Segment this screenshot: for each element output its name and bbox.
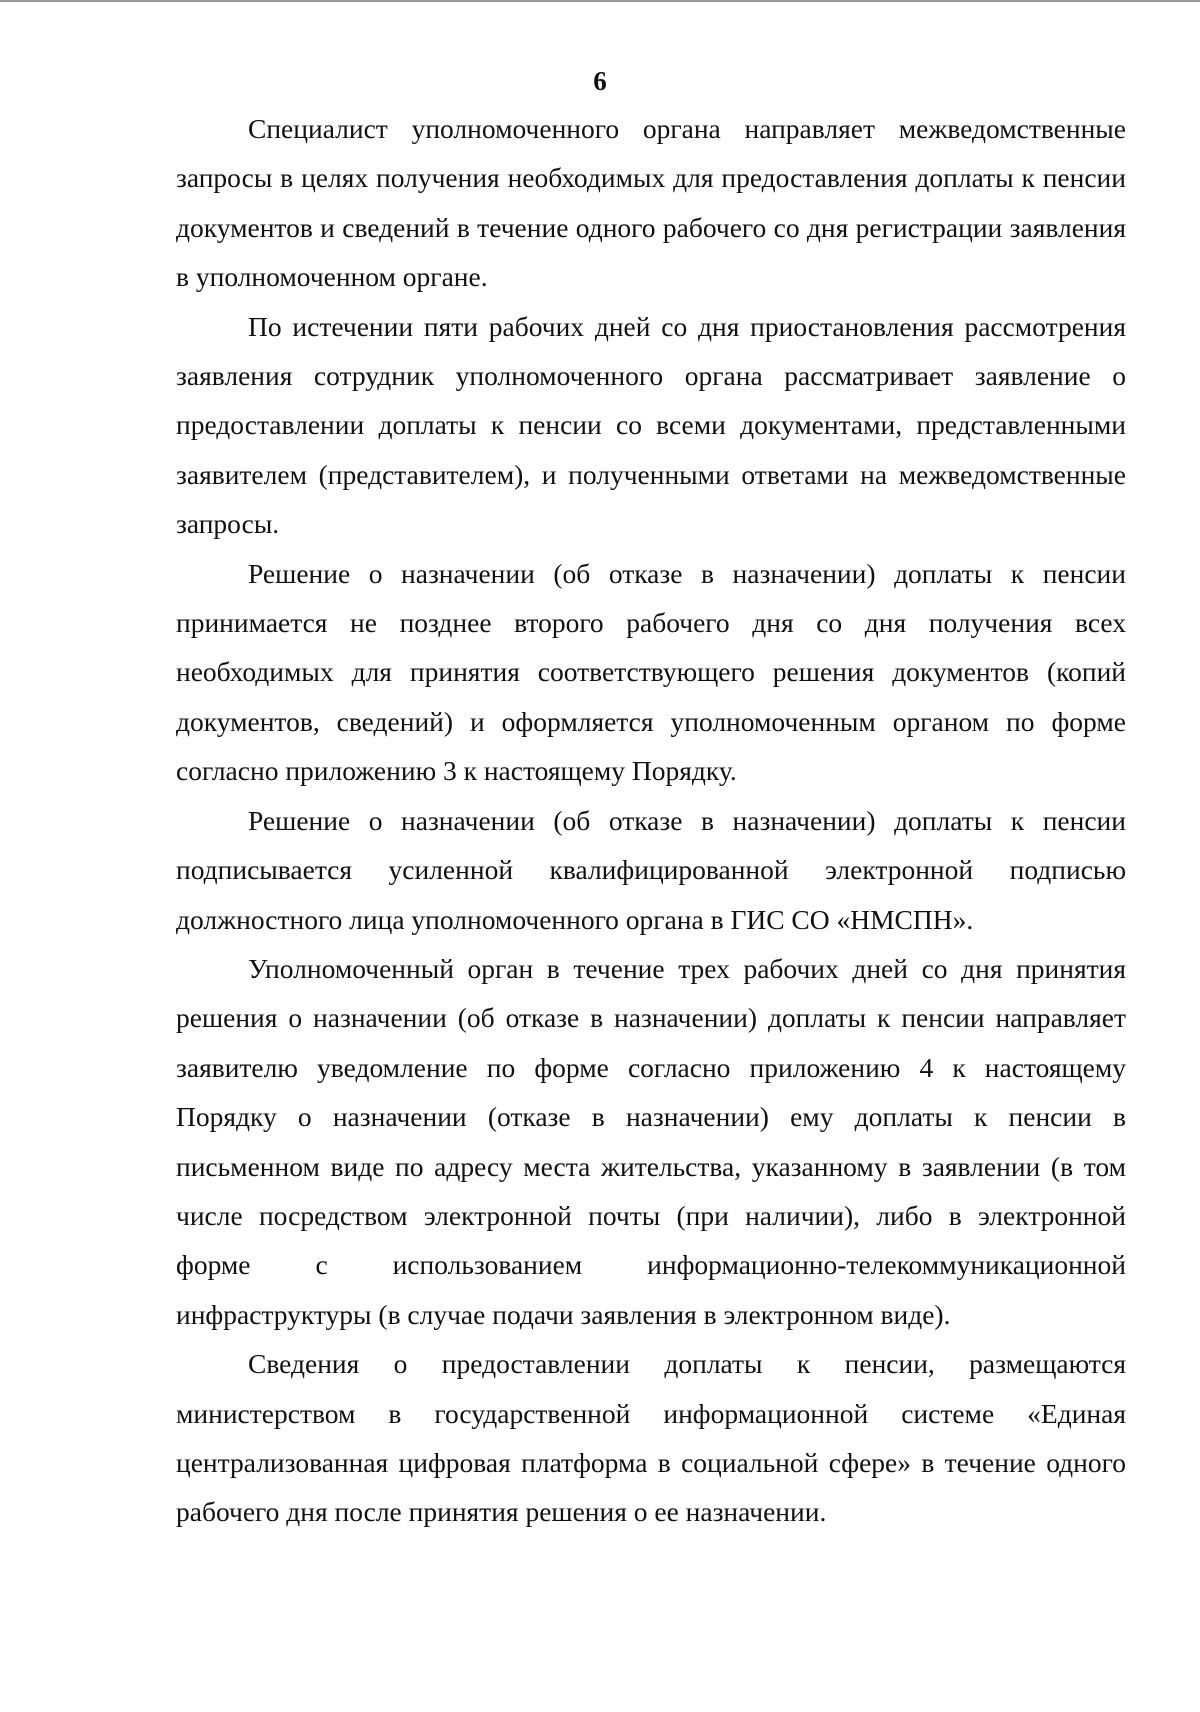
paragraph-applicant-notification: Уполномоченный орган в течение трех рабочих дней со дня принятия решения о назначении (об отказе в назначении) доплаты к пенсии направляет заявителю уведомление по форме согласно приложению 4 к настоящему Порядку о назначении (отказе в назначении) ему доплаты к пенсии в письменном виде по адресу места жительства, указанному в заявлении (в том числе посредством электронной почты (при наличии), либо в электронной форме с использованием информационно-телекоммуникационной инфраструктуры (в случае подачи заявления в электронном виде). bbox=[176, 952, 1126, 1330]
paragraph-interagency-requests: Специалист уполномоченного органа направляет межведомственные запросы в целях получения необходимых для предоставления доплаты к пенсии документов и сведений в течение одного рабочего со дня регистрации заявления в уполномоченном органе. bbox=[176, 113, 1126, 293]
paragraph-information-publication: Сведения о предоставлении доплаты к пенсии, размещаются министерством в государственной информационной системе «Единая централизованная цифровая платформа в социальной сфере» в течение одного рабочего дня после принятия решения о ее назначении. bbox=[176, 1348, 1126, 1528]
paragraph-decision-signature: Решение о назначении (об отказе в назначении) доплаты к пенсии подписывается усиленной квалифицированной электронной подписью должностного лица уполномоченного органа в ГИС СО «НМСПН». bbox=[176, 804, 1126, 935]
paragraph-review-after-suspension: По истечении пяти рабочих дней со дня приостановления рассмотрения заявления сотрудник уполномоченного органа рассматривает заявление о предоставлении доплаты к пенсии со всеми документами, представленными заявителем (представителем), и полученными ответами на межведомственные запросы. bbox=[176, 310, 1126, 540]
page-number: 6 bbox=[593, 66, 607, 96]
page-top-edge bbox=[0, 0, 1200, 2]
paragraph-decision-deadline: Решение о назначении (об отказе в назначении) доплаты к пенсии принимается не позднее второго рабочего дня со дня получения всех необходимых для принятия соответствующего решения документов (копий документов, сведений) и оформляется уполномоченным органом по форме согласно приложению 3 к настоящему Порядку. bbox=[176, 557, 1126, 787]
document-body bbox=[176, 104, 1126, 1537]
